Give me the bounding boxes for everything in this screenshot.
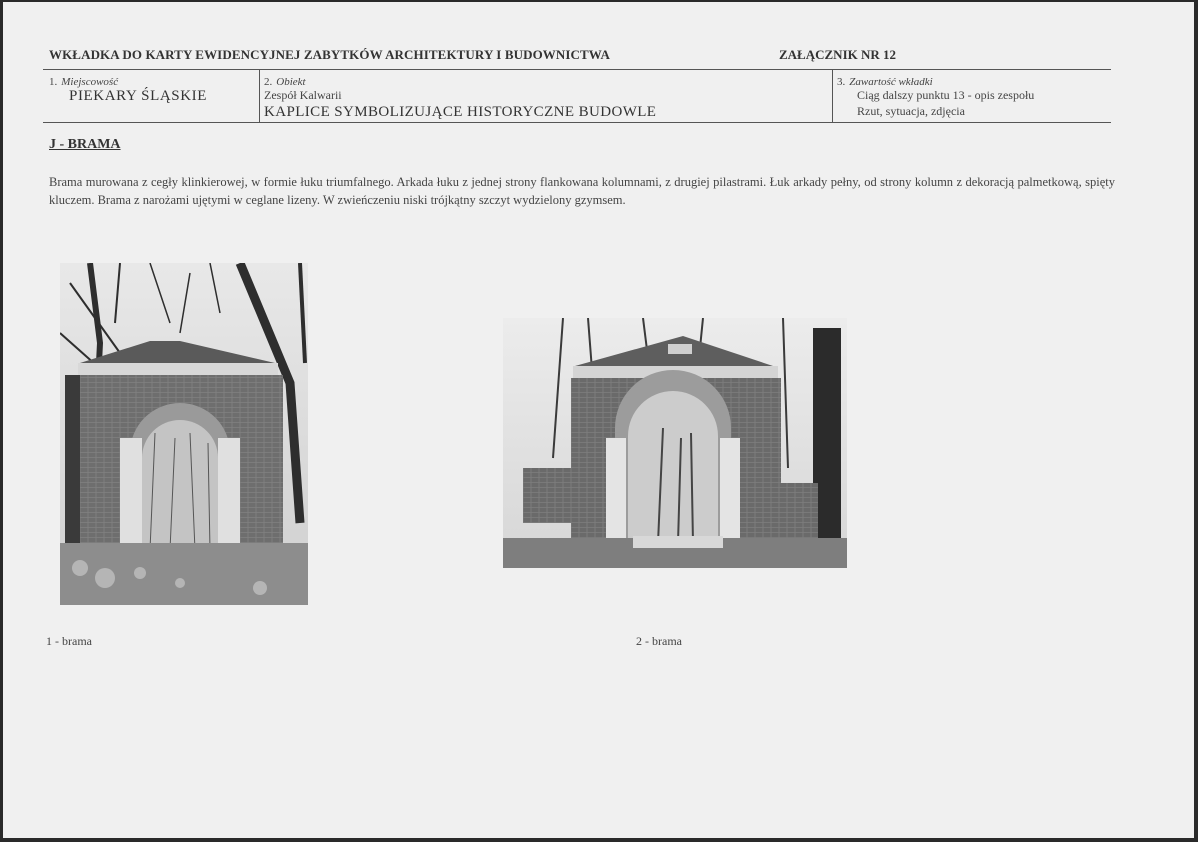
section-title: J - BRAMA bbox=[49, 137, 121, 152]
cell-label: Zawartość wkładki bbox=[849, 76, 933, 88]
cell-label: Obiekt bbox=[276, 76, 306, 88]
contents-line-2: Rzut, sytuacja, zdjęcia bbox=[857, 104, 965, 118]
document-sheet bbox=[3, 2, 1194, 838]
object-subtitle: Zespół Kalwarii bbox=[264, 88, 342, 102]
info-cell-object bbox=[259, 70, 833, 122]
locality-value: PIEKARY ŚLĄSKIE bbox=[69, 88, 208, 104]
cell-number: 3. bbox=[837, 76, 846, 88]
document-title: WKŁADKA DO KARTY EWIDENCYJNEJ ZABYTKÓW ARCHITEKTURY I BUDOWNICTWA bbox=[49, 47, 610, 62]
attachment-number: ZAŁĄCZNIK NR 12 bbox=[779, 47, 897, 62]
gate-photo-2 bbox=[503, 318, 847, 568]
contents-line-1: Ciąg dalszy punktu 13 - opis zespołu bbox=[857, 88, 1035, 102]
info-table bbox=[43, 69, 1111, 123]
photo-caption-1: 1 - brama bbox=[46, 634, 92, 648]
gate-photo-1 bbox=[60, 263, 308, 605]
cell-label: Miejscowość bbox=[61, 76, 119, 88]
info-cell-contents bbox=[832, 70, 1112, 122]
photo-caption-2: 2 - brama bbox=[636, 634, 682, 648]
info-cell-locality bbox=[43, 70, 259, 122]
object-value: KAPLICE SYMBOLIZUJĄCE HISTORYCZNE BUDOWLE bbox=[264, 104, 657, 120]
cell-number: 2. bbox=[264, 76, 273, 88]
section-description: Brama murowana z cegły klinkierowej, w formie łuku triumfalnego. Arkada łuku z jednej strony flankowana kolumnami, z drugiej pilastrami. Łuk arkady pełny, od strony kolumn z dekoracją palmetkową, spięty kluczem. Brama z narożami ujętymi w ceglane lizeny. W zwieńczeniu niski trójkątny szczyt wydzielony gzymsem. bbox=[49, 175, 1115, 207]
cell-number: 1. bbox=[49, 76, 58, 88]
